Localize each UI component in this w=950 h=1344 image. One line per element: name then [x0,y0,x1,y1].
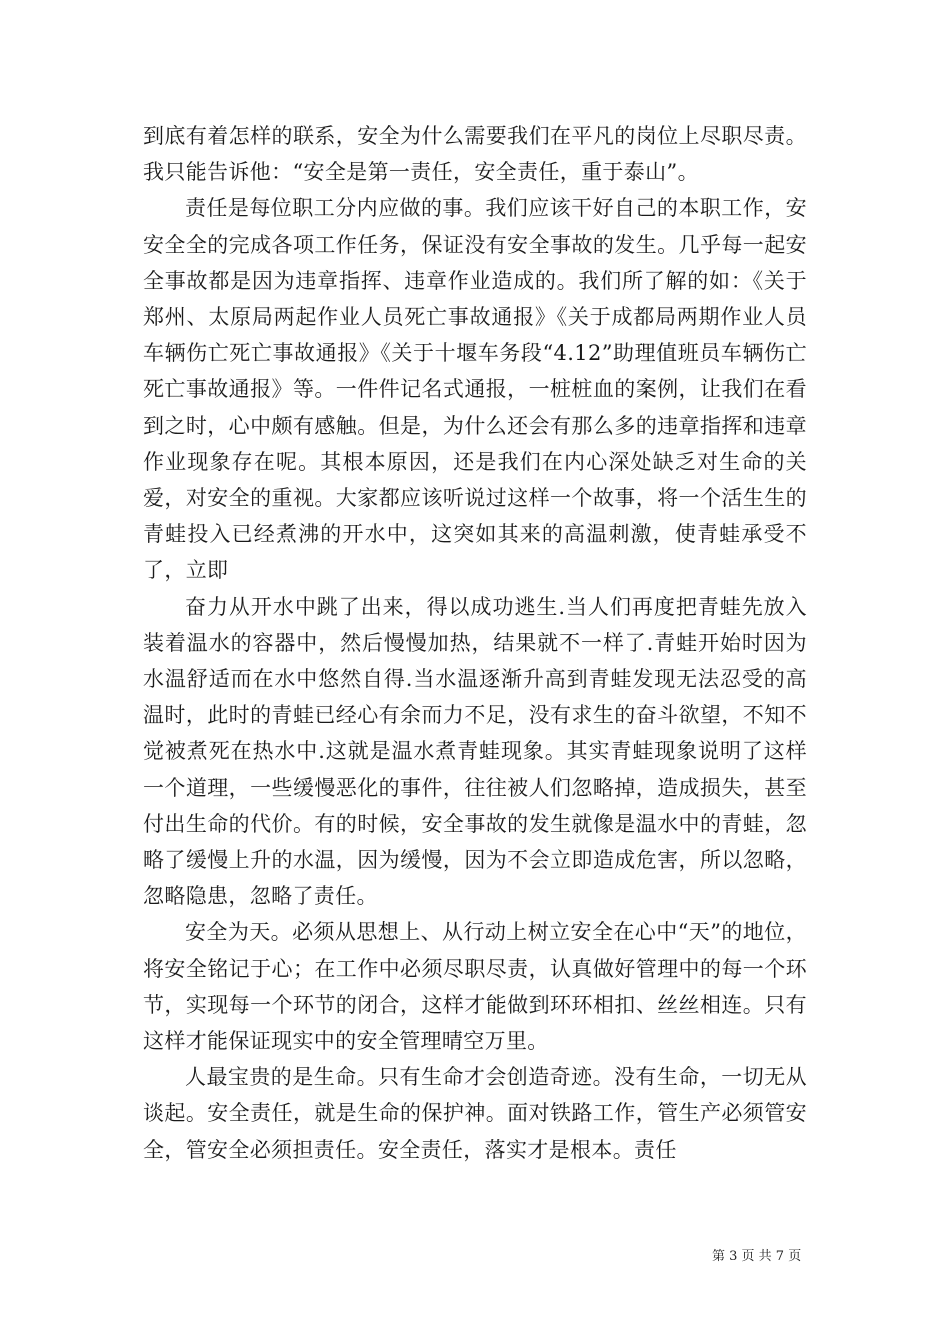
body-text [143,118,807,1168]
paragraph-4: 安全为天。必须从思想上、从行动上树立安全在心中“天”的地位，将安全铭记于心；在工作中必须尽职尽责，认真做好管理中的每一个环节，实现每一个环节的闭合，这样才能做到环环相扣、丝丝相连。只有这样才能保证现实中的安全管理晴空万里。 [143,920,807,1054]
paragraph-5: 人最宝贵的是生命。只有生命才会创造奇迹。没有生命，一切无从谈起。安全责任，就是生命的保护神。面对铁路工作，管生产必须管安全，管安全必须担责任。安全责任，落实才是根本。责任 [143,1065,807,1162]
paragraph-1: 到底有着怎样的联系，安全为什么需要我们在平凡的岗位上尽职尽责。我只能告诉他：“安全是第一责任，安全责任，重于泰山”。 [143,124,807,185]
paragraph-2: 责任是每位职工分内应做的事。我们应该干好自己的本职工作，安安全全的完成各项工作任务，保证没有安全事故的发生。几乎每一起安全事故都是因为违章指挥、违章作业造成的。我们所了解的如：《关于郑州、太原局两起作业人员死亡事故通报》《关于成都局两期作业人员车辆伤亡死亡事故通报》《关于十堰车务段“4.12”助理值班员车辆伤亡死亡事故通报》等。一件件记名式通报，一桩桩血的案例，让我们在看到之时，心中颇有感触。但是，为什么还会有那么多的违章指挥和违章作业现象存在呢。其根本原因，还是我们在内心深处缺乏对生命的关爱，对安全的重视。大家都应该听说过这样一个故事，将一个活生生的青蛙投入已经煮沸的开水中，这突如其来的高温刺激，使青蛙承受不了，立即 [143,196,807,583]
paragraph-3: 奋力从开水中跳了出来，得以成功逃生.当人们再度把青蛙先放入装着温水的容器中，然后慢慢加热，结果就不一样了.青蛙开始时因为水温舒适而在水中悠然自得.当水温逐渐升高到青蛙发现无法忍受的高温时，此时的青蛙已经心有余而力不足，没有求生的奋斗欲望，不知不觉被煮死在热水中.这就是温水煮青蛙现象。其实青蛙现象说明了这样一个道理，一些缓慢恶化的事件，往往被人们忽略掉，造成损失，甚至付出生命的代价。有的时候，安全事故的发生就像是温水中的青蛙，忽略了缓慢上升的水温，因为缓慢，因为不会立即造成危害，所以忽略，忽略隐患，忽略了责任。 [143,594,807,909]
page-number: 第 3 页 共 7 页 [712,1249,802,1264]
